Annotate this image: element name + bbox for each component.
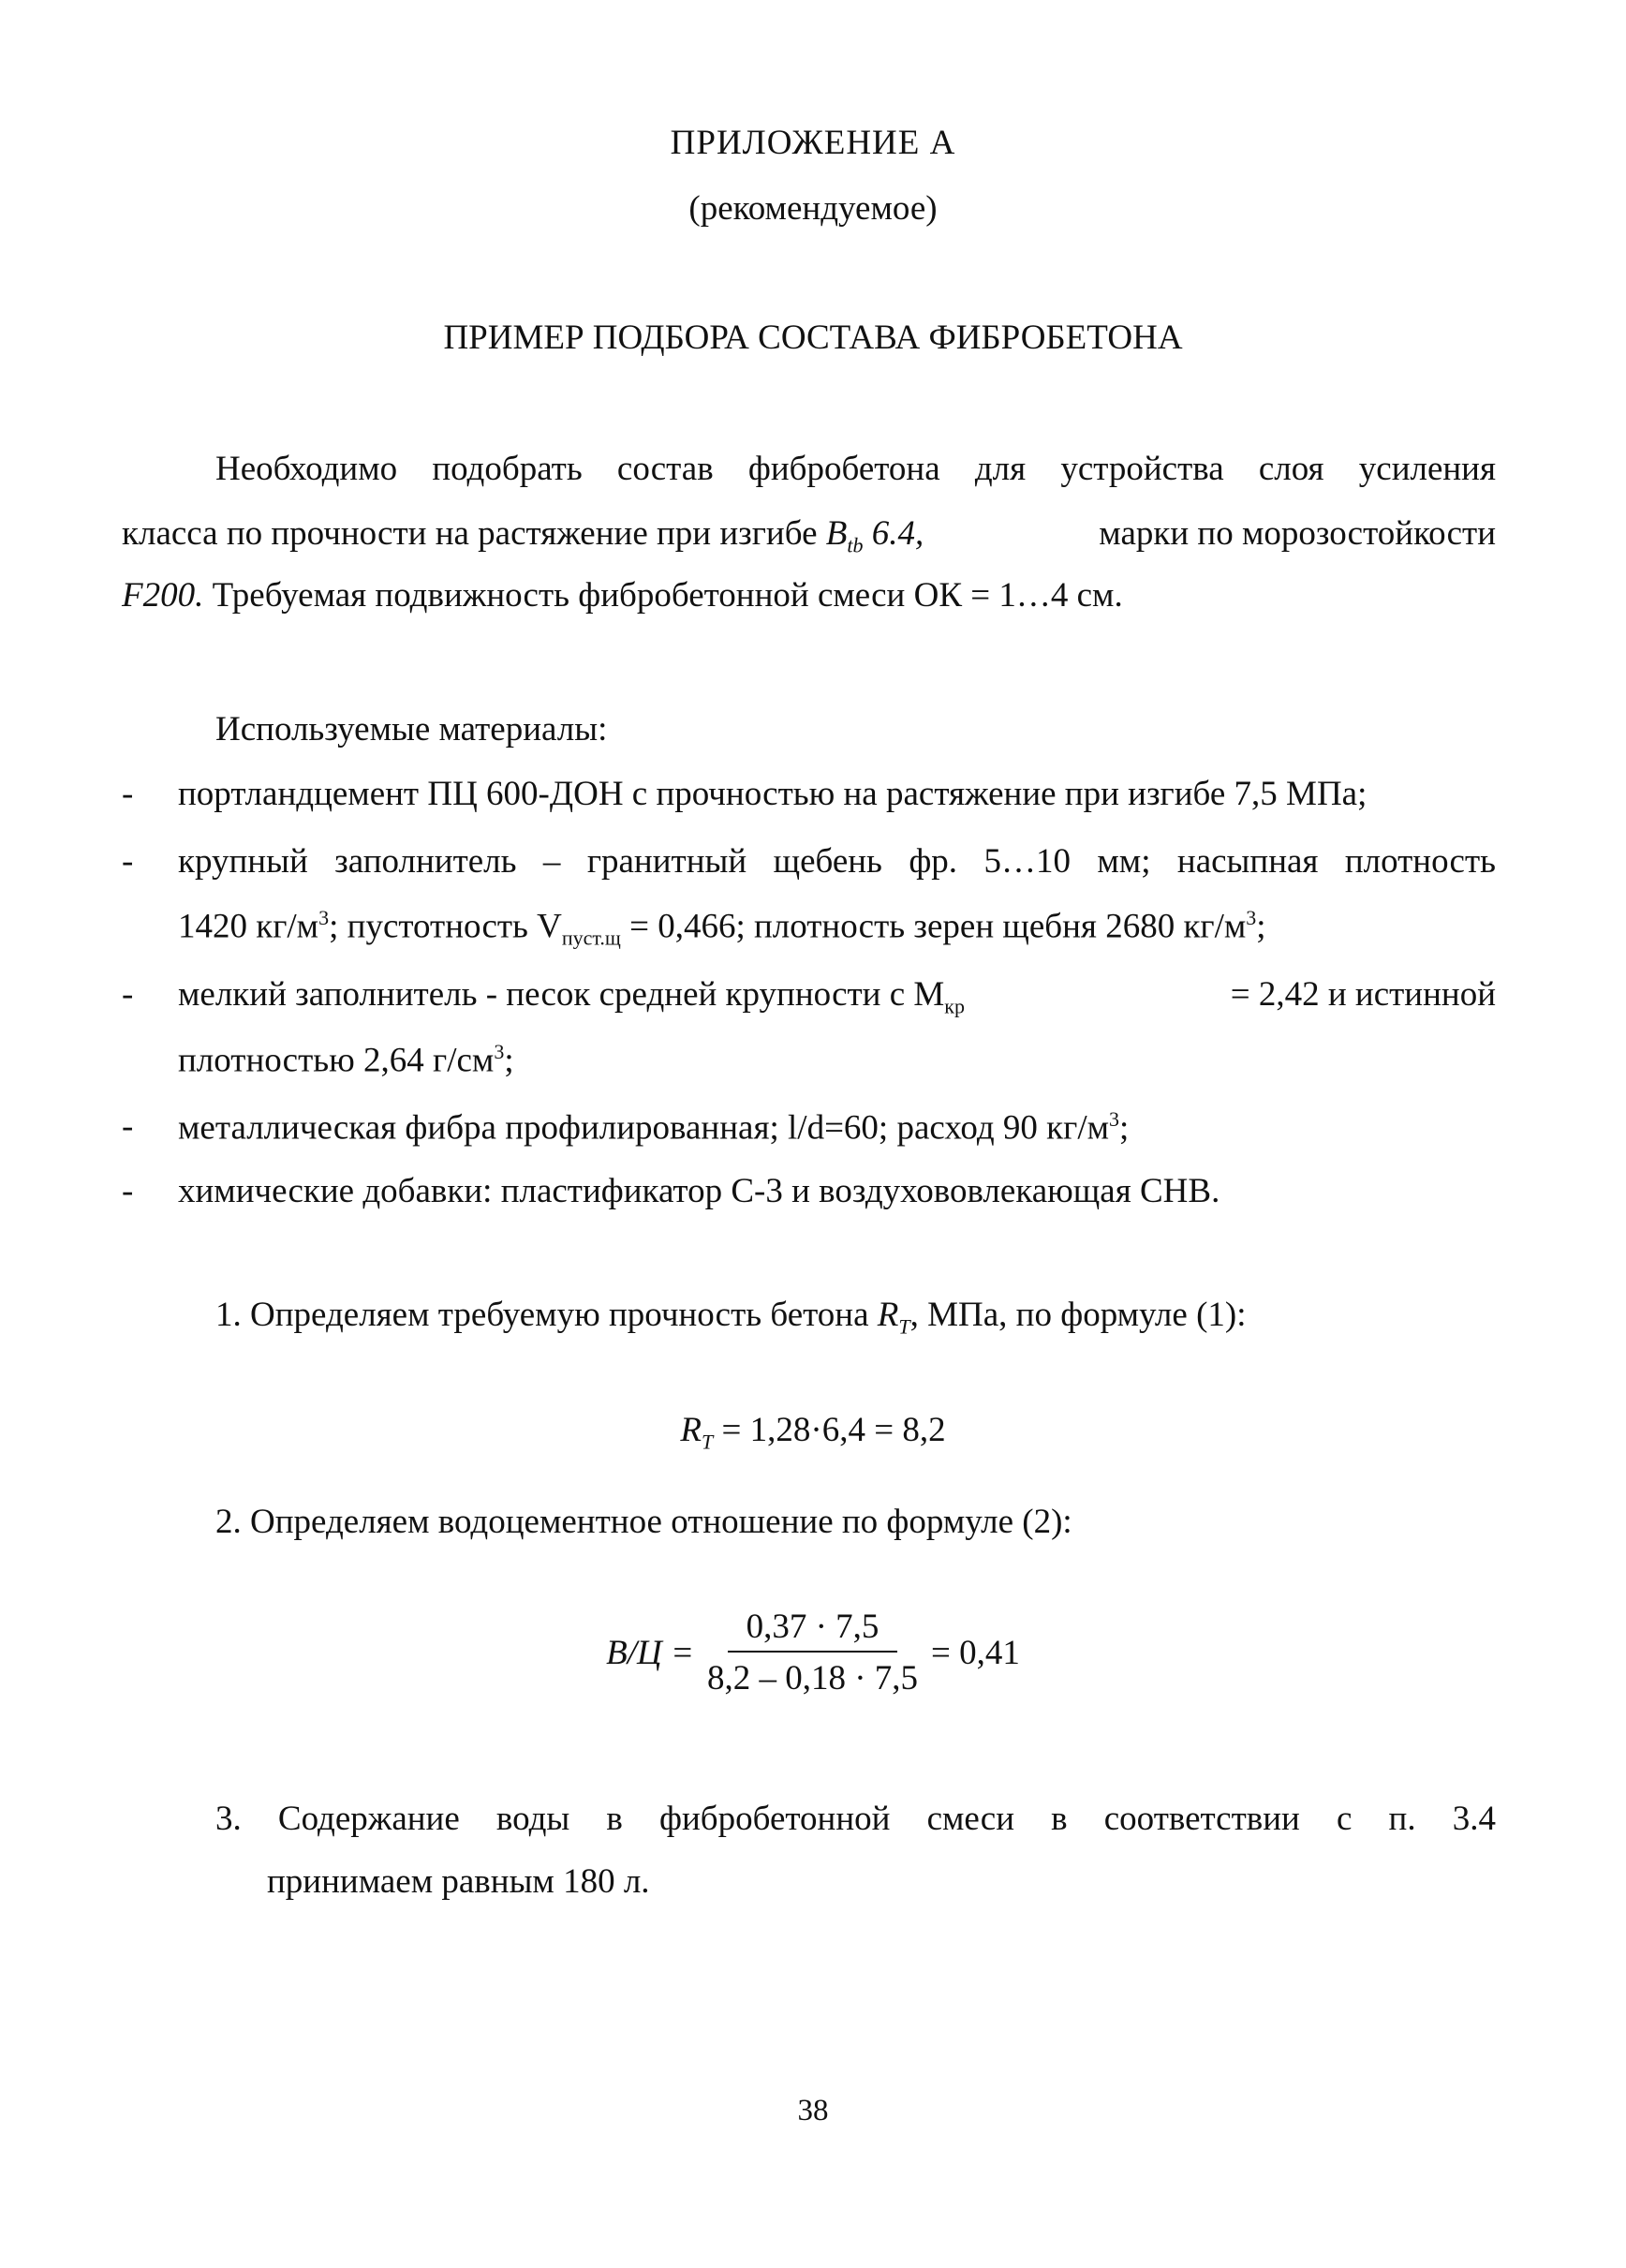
text: ; (1256, 907, 1266, 946)
list-item-cont (178, 908, 1266, 949)
intro-line (122, 516, 1496, 556)
text: = 0,466; плотность зерен щебня 2680 кг/м (620, 907, 1247, 946)
sup: 3 (494, 1040, 505, 1063)
subscript: пуст.щ (561, 926, 621, 950)
symbol: R (877, 1296, 899, 1334)
fraction (707, 1607, 918, 1698)
text: = 2,42 и истинной (1230, 975, 1496, 1014)
list-dash: - (122, 975, 134, 1014)
intro-line: Необходимо подобрать состав фибробетона для устройства слоя усиления (215, 450, 1496, 488)
text: = 1,28·6,4 = 8,2 (713, 1411, 946, 1449)
symbol: F200. (122, 576, 204, 615)
list-dash: - (122, 775, 134, 813)
symbol: R (680, 1411, 702, 1449)
formula-1 (0, 1413, 1626, 1452)
formula-2 (0, 1607, 1626, 1698)
text: ; пустотность V (329, 907, 562, 946)
list-item: крупный заполнитель – гранитный щебень фр. 5…10 мм; насыпная плотность (178, 842, 1496, 881)
text: металлическая фибра профилированная; l/d=60; расход 90 кг/м (178, 1108, 1110, 1148)
page-title: ПРИМЕР ПОДБОРА СОСТАВА ФИБРОБЕТОНА (443, 319, 1183, 357)
sup: 3 (1246, 906, 1257, 929)
subscript: T (702, 1430, 714, 1454)
text: ; (504, 1041, 514, 1080)
formula-rhs: = 0,41 (931, 1633, 1020, 1672)
intro-line (122, 578, 1123, 613)
list-item (178, 1107, 1130, 1148)
text: марки по морозостойкости (1099, 514, 1496, 553)
formula-lhs: В/Ц = (606, 1633, 694, 1672)
appendix-heading: ПРИЛОЖЕНИЕ А (670, 124, 956, 162)
list-item (178, 977, 1496, 1016)
page-number: 38 (797, 2094, 829, 2127)
materials-title: Используемые материалы: (215, 710, 608, 749)
text: мелкий заполнитель - песок средней крупности с М (178, 975, 945, 1014)
list-dash: - (122, 1107, 134, 1146)
list-item: портландцемент ПЦ 600-ДОН с прочностью на растяжение при изгибе 7,5 МПа; (178, 775, 1367, 813)
denominator: 8,2 – 0,18 · 7,5 (706, 1659, 919, 1697)
subscript: tb (847, 533, 864, 557)
step-3: 3. Содержание воды в фибробетонной смеси в соответствии с п. 3.4 (215, 1800, 1496, 1838)
subscript: кр (944, 994, 965, 1018)
text: класса по прочности на растяжение при изгибе (122, 514, 826, 553)
text: , МПа, по формуле (1): (909, 1296, 1247, 1334)
list-item-cont (178, 1040, 514, 1080)
step-2: 2. Определяем водоцементное отношение по формуле (2): (215, 1503, 1072, 1541)
text: 1420 кг/м (178, 907, 319, 946)
text: 1. Определяем требуемую прочность бетона (215, 1296, 878, 1334)
value: 6.4, (863, 514, 924, 553)
step-3-cont: принимаем равным 180 л. (267, 1862, 650, 1901)
step-1 (215, 1297, 1247, 1337)
appendix-note: (рекомендуемое) (688, 189, 938, 228)
sup: 3 (318, 906, 330, 929)
text: Требуемая подвижность фибробетонной смеси ОК = 1…4 см. (203, 576, 1123, 615)
list-item: химические добавки: пластификатор С-3 и воздухововлекающая СНВ. (178, 1172, 1220, 1210)
numerator: 0,37 · 7,5 (728, 1607, 898, 1653)
text: плотностью 2,64 г/см (178, 1041, 495, 1080)
text: ; (1119, 1108, 1130, 1148)
sup: 3 (1109, 1107, 1120, 1131)
symbol: B (825, 514, 848, 553)
subscript: T (898, 1314, 910, 1339)
list-dash: - (122, 1172, 134, 1210)
list-dash: - (122, 842, 134, 881)
